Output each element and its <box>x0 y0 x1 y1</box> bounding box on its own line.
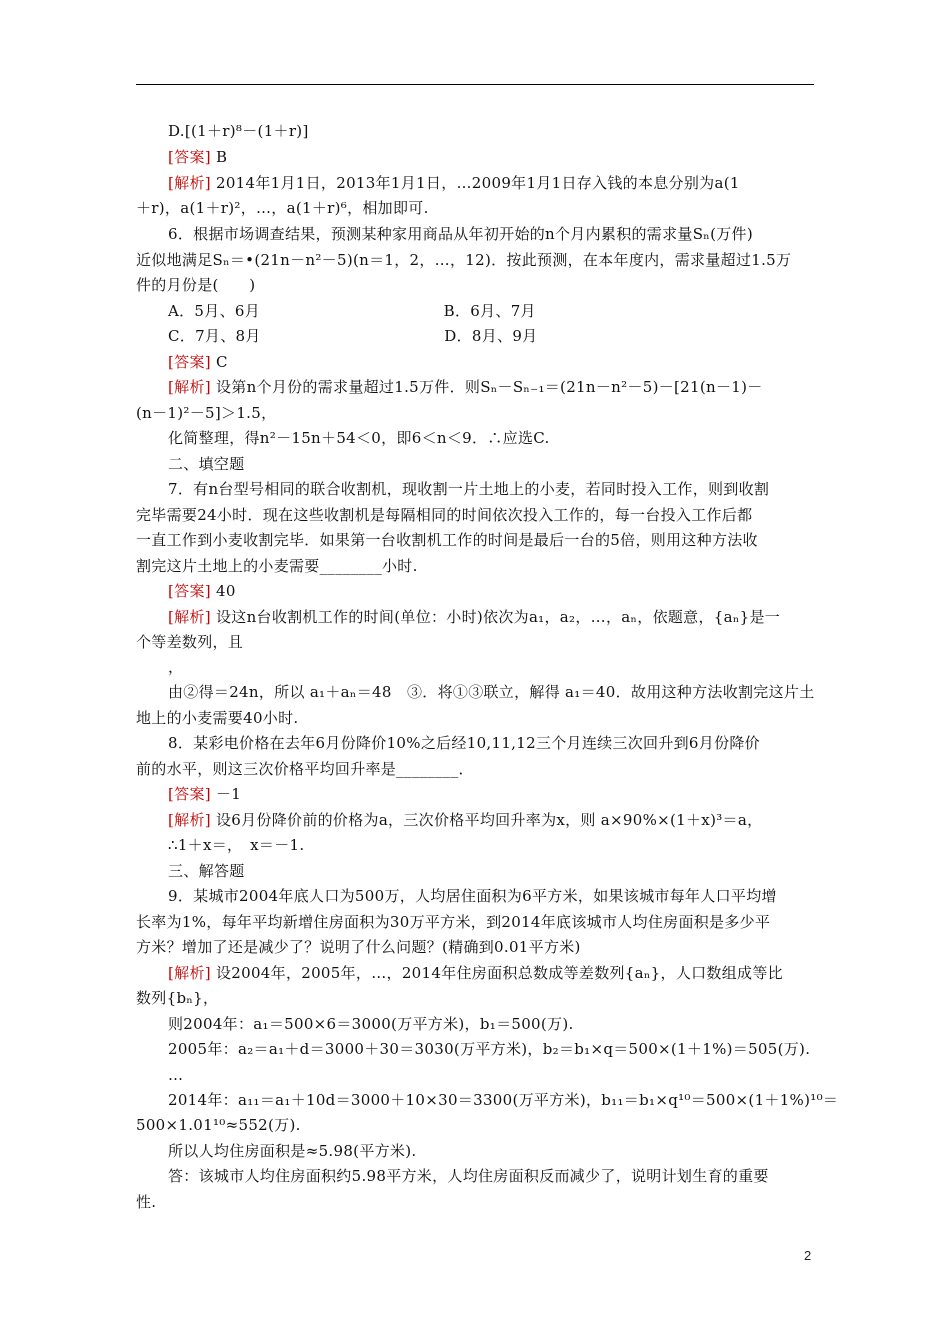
line-text: 2005年：a₂＝a₁＋d＝3000＋30＝3030(万平方米)，b₂＝b₁×q＝500×(1＋1%)＝505(万). <box>168 1040 811 1058</box>
text-line <box>168 835 816 855</box>
line-text: D.[(1＋r)⁸－(1＋r)] <box>168 122 309 140</box>
text-line <box>168 963 816 983</box>
text-line <box>168 1141 816 1161</box>
line-text: 前的水平，则这三次价格平均回升率是________． <box>136 760 474 778</box>
line-text: 设2004年，2005年，…，2014年住房面积总数成等差数列{aₙ}，人口数组成等比 <box>210 964 783 982</box>
text-line <box>168 682 816 702</box>
line-text: ， <box>168 658 184 676</box>
header-rule <box>136 84 814 85</box>
line-text: 则2004年：a₁＝500×6＝3000(万平方米)，b₁＝500(万). <box>168 1015 574 1033</box>
text-line <box>168 886 816 906</box>
line-text: 40 <box>210 582 236 600</box>
answer-tag: [解析] <box>168 378 211 396</box>
text-line <box>168 733 816 753</box>
text-line <box>136 250 816 270</box>
text-line <box>168 861 816 881</box>
line-text: 完毕需要24小时．现在这些收割机是每隔相同的时间依次投入工作的，每一台投入工作后都 <box>136 506 753 524</box>
line-text: 由②得＝24n，所以 a₁＋aₙ＝48 ③．将①③联立，解得 a₁＝40．故用这种方法收割完这片土 <box>168 683 815 701</box>
line-text: A．5月、6月 B．6月、7月 <box>168 302 536 320</box>
text-line <box>136 632 816 652</box>
page-number: 2 <box>804 1248 812 1263</box>
answer-tag: [答案] <box>168 353 211 371</box>
text-line <box>168 607 816 627</box>
line-text: 性. <box>136 1193 157 1211</box>
text-line <box>168 121 816 141</box>
text-line <box>136 937 816 957</box>
line-text: 设这n台收割机工作的时间(单位：小时)依次为a₁，a₂，…，aₙ，依题意，{aₙ}是一 <box>210 608 781 626</box>
text-line <box>136 1115 816 1135</box>
line-text: 地上的小麦需要40小时. <box>136 709 299 727</box>
line-text: 三、解答题 <box>168 862 245 880</box>
line-text: 设第n个月份的需求量超过1.5万件．则Sₙ－Sₙ₋₁＝(21n－n²－5)－[21(n－1)－ <box>210 378 763 396</box>
answer-tag: [答案] <box>168 148 211 166</box>
answer-tag: [答案] <box>168 582 211 600</box>
answer-tag: [答案] <box>168 785 211 803</box>
text-line <box>168 657 816 677</box>
line-text: C <box>210 353 228 371</box>
line-text: 二、填空题 <box>168 455 245 473</box>
text-line <box>136 912 816 932</box>
line-text: 长率为1%，每年平均新增住房面积为30万平方米，到2014年底该城市人均住房面积是多少平 <box>136 913 771 931</box>
line-text: 件的月份是( ) <box>136 276 256 294</box>
text-line <box>168 301 816 321</box>
text-line <box>136 556 816 576</box>
line-text: ＋r)，a(1＋r)²，…，a(1＋r)⁶，相加即可. <box>136 199 429 217</box>
line-text: 近似地满足Sₙ＝•(21n－n²－5)(n＝1，2，…，12)．按此预测，在本年度内，需求量超过1.5万 <box>136 251 792 269</box>
text-line <box>168 454 816 474</box>
line-text: 方米？增加了还是减少了？说明了什么问题？(精确到0.01平方米) <box>136 938 581 956</box>
answer-tag: [解析] <box>168 174 211 192</box>
line-text: 一直工作到小麦收割完毕．如果第一台收割机工作的时间是最后一台的5倍，则用这种方法收 <box>136 531 758 549</box>
line-text: B <box>210 148 228 166</box>
text-line <box>136 988 816 1008</box>
text-line <box>136 505 816 525</box>
line-text: 所以人均住房面积是≈5.98(平方米). <box>168 1142 417 1160</box>
line-text: 2014年1月1日，2013年1月1日，…2009年1月1日存入钱的本息分别为a(1 <box>210 174 740 192</box>
text-line <box>168 224 816 244</box>
answer-tag: [解析] <box>168 811 211 829</box>
line-text: 500×1.01¹⁰≈552(万). <box>136 1116 301 1134</box>
line-text: … <box>168 1066 184 1084</box>
text-line <box>136 403 816 423</box>
line-text: 化简整理，得n²－15n＋54＜0，即6＜n＜9．∴应选C. <box>168 429 550 447</box>
text-line <box>168 810 816 830</box>
line-text: －1 <box>210 785 242 803</box>
text-line <box>136 198 816 218</box>
text-line <box>168 326 816 346</box>
text-line <box>168 581 816 601</box>
text-line <box>136 708 816 728</box>
text-line <box>168 1014 816 1034</box>
line-text: 设6月份降价前的价格为a，三次价格平均回升率为x，则 a×90%×(1＋x)³＝a， <box>210 811 763 829</box>
text-line <box>168 1166 816 1186</box>
text-line <box>168 377 816 397</box>
text-line <box>168 428 816 448</box>
text-line <box>168 1090 839 1110</box>
line-text: 9．某城市2004年底人口为500万，人均居住面积为6平方米，如果该城市每年人口平均增 <box>168 887 777 905</box>
text-line <box>136 1192 816 1212</box>
text-line <box>168 784 816 804</box>
line-text: 6．根据市场调查结果，预测某种家用商品从年初开始的n个月内累积的需求量Sₙ(万件) <box>168 225 753 243</box>
line-text: 8．某彩电价格在去年6月份降价10%之后经10,11,12三个月连续三次回升到6月份降价 <box>168 734 760 752</box>
text-line <box>136 759 816 779</box>
text-line <box>168 1065 816 1085</box>
line-text: 个等差数列，且 <box>136 633 244 651</box>
text-line <box>168 479 816 499</box>
text-line <box>168 352 816 372</box>
line-text: 答：该城市人均住房面积约5.98平方米，人均住房面积反而减少了，说明计划生育的重要 <box>168 1167 769 1185</box>
answer-tag: [解析] <box>168 964 211 982</box>
text-line <box>168 173 816 193</box>
text-line <box>136 275 816 295</box>
text-line <box>136 530 816 550</box>
line-text: 数列{bₙ}， <box>136 989 219 1007</box>
line-text: 2014年：a₁₁＝a₁＋10d＝3000＋10×30＝3300(万平方米)，b₁₁＝b₁×q¹⁰＝500×(1＋1%)¹⁰＝ <box>168 1091 839 1109</box>
text-line <box>168 147 816 167</box>
line-text: C．7月、8月 D．8月、9月 <box>168 327 538 345</box>
line-text: 7．有n台型号相同的联合收割机，现收割一片土地上的小麦，若同时投入工作，则到收割 <box>168 480 770 498</box>
line-text: (n－1)²－5]＞1.5， <box>136 404 277 422</box>
line-text: 割完这片土地上的小麦需要________小时. <box>136 557 418 575</box>
text-line <box>168 1039 816 1059</box>
answer-tag: [解析] <box>168 608 211 626</box>
line-text: ∴1＋x＝， x＝－1. <box>168 836 305 854</box>
